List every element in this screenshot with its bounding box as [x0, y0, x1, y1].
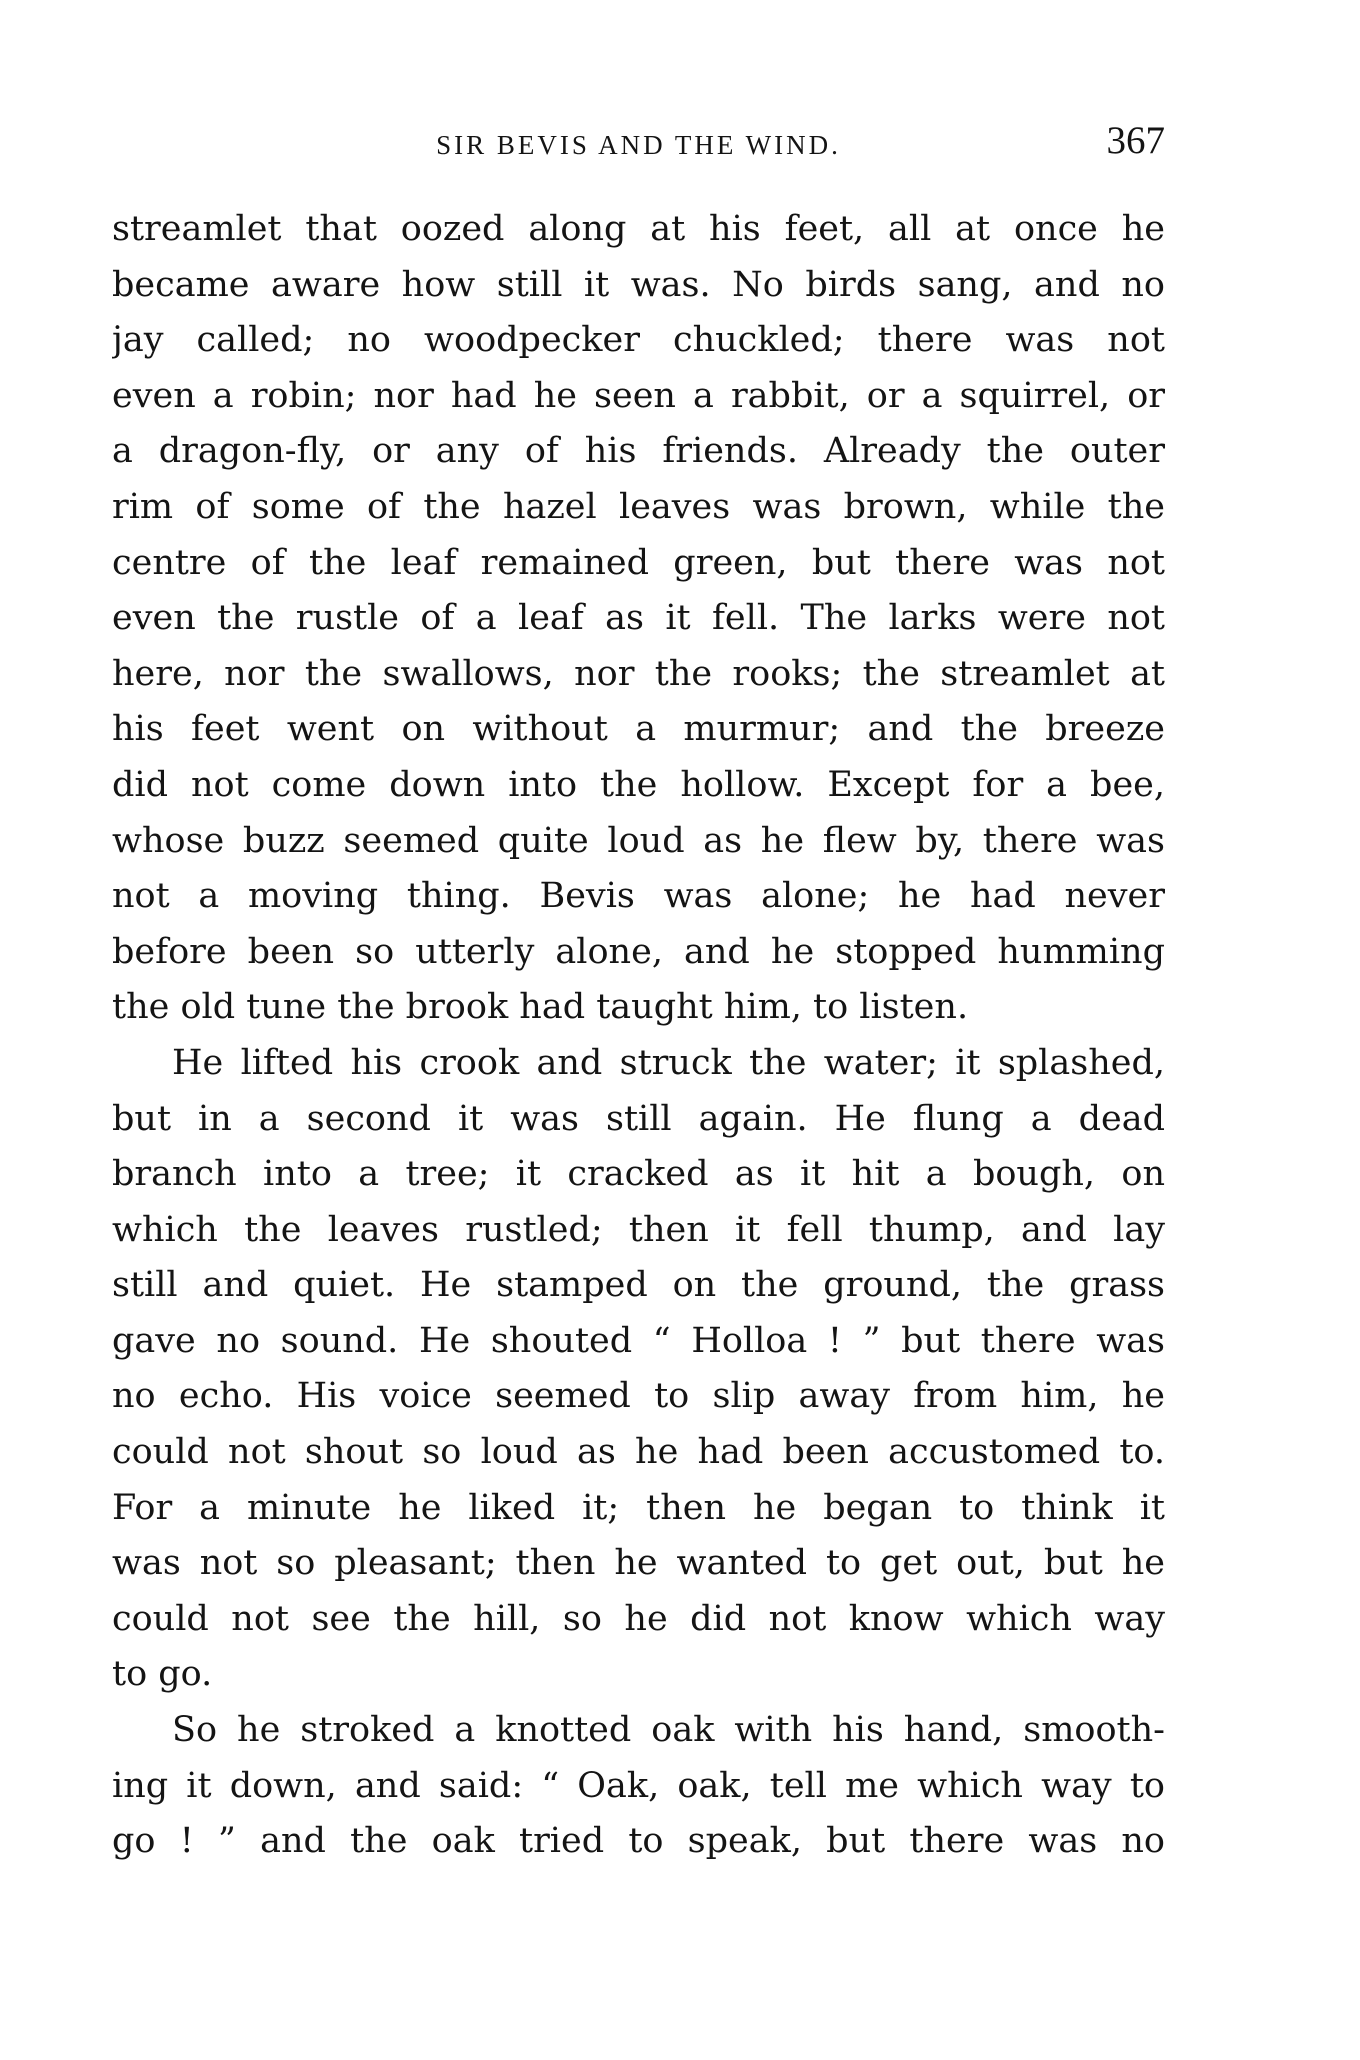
text-line: For a minute he liked it; then he began to think it: [112, 1487, 1165, 1528]
text-line: He lifted his crook and struck the water; it splashed,: [172, 1042, 1165, 1083]
body-text: [112, 202, 1165, 1870]
text-line: could not see the hill, so he did not know which way: [112, 1598, 1165, 1639]
text-line: to go.: [112, 1654, 213, 1695]
paragraph: [112, 202, 1165, 1036]
text-line: did not come down into the hollow. Except for a bee,: [112, 764, 1165, 805]
text-line: rim of some of the hazel leaves was brown, while the: [112, 486, 1165, 527]
text-line: the old tune the brook had taught him, to listen.: [112, 987, 969, 1028]
running-head: [112, 118, 1165, 170]
text-line: centre of the leaf remained green, but there was not: [112, 542, 1165, 583]
text-line: gave no sound. He shouted “ Holloa ! ” but there was: [112, 1320, 1165, 1361]
text-line: no echo. His voice seemed to slip away from him, he: [112, 1376, 1165, 1417]
text-line: go ! ” and the oak tried to speak, but there was no: [112, 1821, 1165, 1862]
text-line: ing it down, and said: “ Oak, oak, tell me which way to: [112, 1765, 1165, 1806]
text-line: whose buzz seemed quite loud as he flew by, there was: [112, 820, 1165, 861]
text-line: a dragon-fly, or any of his friends. Already the outer: [112, 431, 1165, 472]
text-line: So he stroked a knotted oak with his hand, smooth-: [172, 1710, 1165, 1751]
text-line: even the rustle of a leaf as it fell. The larks were not: [112, 598, 1165, 639]
text-line: but in a second it was still again. He flung a dead: [112, 1098, 1165, 1139]
text-line: jay called; no woodpecker chuckled; there was not: [112, 320, 1165, 361]
text-line: streamlet that oozed along at his feet, all at once he: [112, 209, 1165, 249]
text-line: could not shout so loud as he had been accustomed to.: [112, 1432, 1165, 1473]
text-line: even a robin; nor had he seen a rabbit, or a squirrel, or: [112, 375, 1165, 416]
text-line: became aware how still it was. No birds sang, and no: [112, 264, 1165, 305]
paragraph: [112, 1703, 1165, 1870]
text-line: which the leaves rustled; then it fell thump, and lay: [112, 1209, 1165, 1250]
text-line: here, nor the swallows, nor the rooks; the streamlet at: [112, 653, 1165, 694]
text-line: his feet went on without a murmur; and the breeze: [112, 709, 1165, 750]
text-line: before been so utterly alone, and he stopped humming: [112, 931, 1165, 972]
running-title: SIR BEVIS AND THE WIND.: [436, 130, 841, 160]
text-line: not a moving thing. Bevis was alone; he had never: [112, 876, 1165, 917]
text-line: branch into a tree; it cracked as it hit a bough, on: [112, 1154, 1165, 1195]
text-line: was not so pleasant; then he wanted to get out, but he: [112, 1543, 1165, 1584]
text-line: still and quiet. He stamped on the ground, the grass: [112, 1265, 1165, 1306]
paragraph: [112, 1036, 1165, 1703]
page-number: 367: [1106, 119, 1165, 162]
